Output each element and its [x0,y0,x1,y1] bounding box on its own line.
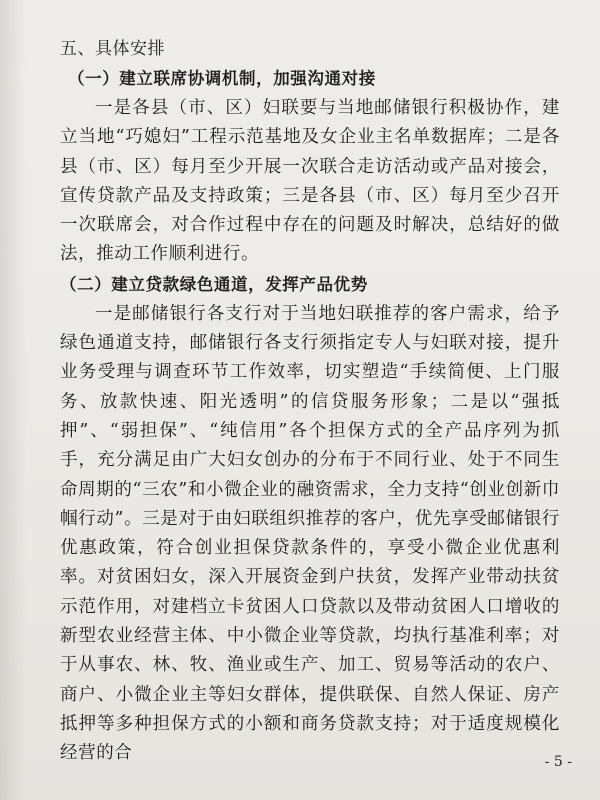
document-body [60,34,560,769]
subsection-2-paragraph: 一是邮储银行各支行对于当地妇联推荐的客户需求，给予绿色通道支持，邮储银行各支行须指定专人与妇联对接，提升业务受理与调查环节工作效率，切实塑造“手续简便、上门服务、放款快速、阳光透明”的信贷服务形象；二是以“强抵押”、“弱担保”、“纯信用”各个担保方式的全产品序列为抓手，充分满足由广大妇女创办的分布于不同行业、处于不同生命周期的“三农”和小微企业的融资需求，全力支持“创业创新巾帼行动”。三是对于由妇联组织推荐的客户，优先享受邮储银行优惠政策，符合创业担保贷款条件的，享受小微企业优惠利率。对贫困妇女，深入开展资金到户扶贫，发挥产业带动扶贫示范作用，对建档立卡贫困人口贷款以及带动贫困人口增收的新型农业经营主体、中小微企业等贷款，均执行基准利率；对于从事农、林、牧、渔业或生产、加工、贸易等活动的农户、商户、小微企业主等妇女群体，提供联保、自然人保证、房产抵押等多种担保方式的小额和商务贷款支持；对于适度规模化经营的合 [60,303,560,764]
page-edge-shadow [0,0,26,800]
subsection-1-title: （一）建立联席协调机制，加强沟通对接 [68,69,376,88]
page-number: - 5 - [544,754,572,770]
subsection-1-paragraph: 一是各县（市、区）妇联要与当地邮储银行积极协作，建立当地“巧媳妇”工程示范基地及女企业主名单数据库；二是各县（市、区）每月至少开展一次联合走访活动或产品对接会，宣传贷款产品及支持政策；三是各县（市、区）每月至少召开一次联席会，对合作过程中存在的问题及时解决，总结好的做法，推动工作顺利进行。 [60,98,560,265]
section-heading: 五、具体安排 [60,39,165,59]
subsection-2-title: （二）建立贷款绿色通道，发挥产品优势 [60,274,368,294]
